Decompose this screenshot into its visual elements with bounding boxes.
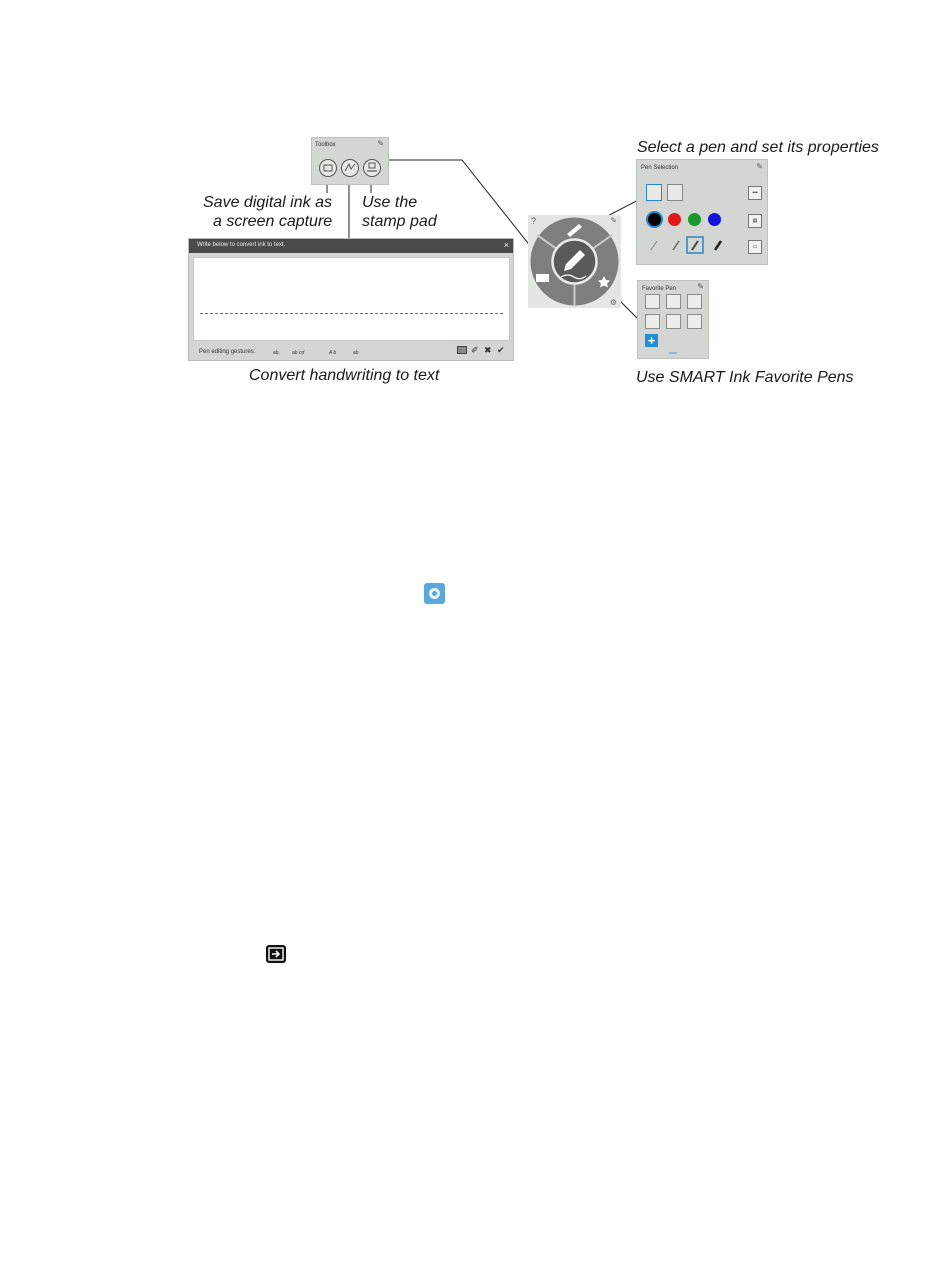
color-green[interactable] [688,213,701,226]
caption-stamp-1: Use the [362,194,418,211]
pin-icon[interactable]: ✎ [756,162,763,171]
color-red[interactable] [668,213,681,226]
gesture-delete: ab̶ [273,350,279,356]
gesture-insert: A b [329,350,337,356]
thickness-extra [715,241,721,250]
ink-wheel-container [528,215,621,308]
handwriting-header [189,239,513,253]
eraser-icon[interactable]: ✐ [471,345,479,355]
toolbox-icon [536,274,549,282]
handwriting-title: Write below to convert ink to text. [197,242,286,248]
color-palette-button[interactable]: ▤ [748,214,762,228]
pen-settings-button[interactable]: ▭ [748,240,762,254]
exit-arrow-icon [266,945,286,963]
pin-wheel-icon[interactable]: ✎ [610,216,617,225]
handwriting-canvas[interactable] [193,257,510,341]
favorite-pen-4[interactable] [645,314,660,329]
cancel-icon[interactable]: ✖ [484,345,492,355]
pen-selection-title: Pen Selection [641,165,679,171]
favorite-panel-indicator [669,352,677,354]
more-options-button[interactable]: ••• [748,186,762,200]
thickness-thin [651,241,657,250]
color-blue[interactable] [708,213,721,226]
pen-thickness-options[interactable] [645,236,735,254]
favorite-pen-6[interactable] [687,314,702,329]
caption-save-ink-2: a screen capture [213,213,333,230]
color-black[interactable] [648,213,661,226]
pen-type-calligraphic[interactable] [667,184,683,201]
help-icon[interactable]: ? [531,216,537,226]
favorite-pen-5[interactable] [666,314,681,329]
pen-selection-panel [636,159,768,265]
gestures-label: Pen editing gestures: [199,349,256,355]
caption-favorite-pens: Use SMART Ink Favorite Pens [636,369,854,386]
pin-icon[interactable]: ✎ [697,282,704,291]
toolbox-panel [311,137,389,185]
caption-save-ink-1: Save digital ink as [203,194,332,211]
thickness-thick [692,241,698,250]
screen-capture-icon[interactable] [319,159,337,177]
handwriting-window [188,238,514,361]
keyboard-icon[interactable] [457,346,467,356]
pen-type-standard[interactable] [646,184,662,201]
thickness-medium [673,241,679,250]
add-favorite-button[interactable]: + [645,334,658,347]
settings-icon[interactable]: ⚙ [609,298,617,307]
pin-icon[interactable]: ✎ [377,139,384,148]
close-icon[interactable]: × [503,240,509,250]
ink-wheel[interactable] [528,215,621,308]
caption-select-pen: Select a pen and set its properties [637,139,879,156]
favorite-pen-1[interactable] [645,294,660,309]
stamp-icon[interactable] [363,159,381,177]
toolbox-title: Toolbox [315,142,336,148]
favorite-pen-2[interactable] [666,294,681,309]
accept-icon[interactable]: ✔ [497,345,505,355]
writing-guide-line [200,313,503,314]
favorite-pens-panel [637,280,709,359]
caption-convert-handwriting: Convert handwriting to text [249,367,440,384]
gesture-split: ab cd [292,350,305,356]
caption-stamp-2: stamp pad [362,213,437,230]
ink-settings-icon [424,583,445,604]
favorite-pens-title: Favorite Pen [642,286,677,292]
favorite-pen-3[interactable] [687,294,702,309]
gesture-join: ab [353,350,359,356]
handwriting-icon[interactable] [341,159,359,177]
